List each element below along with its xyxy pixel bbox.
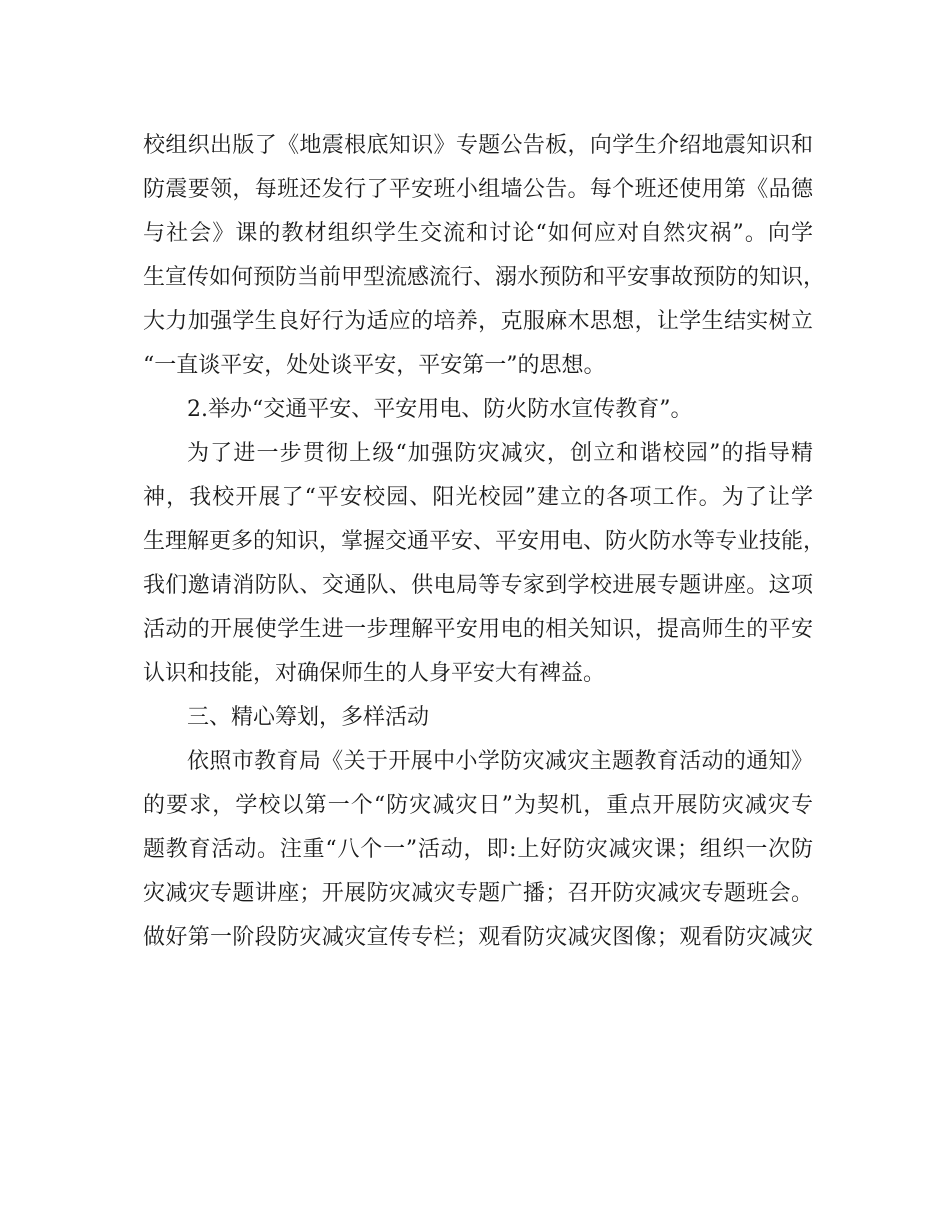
text-line: 灾减灾专题讲座；开展防灾减灾专题广播；召开防灾减灾专题班会。: [143, 881, 813, 906]
text-line: 做好第一阶段防灾减灾宣传专栏；观看防灾减灾图像；观看防灾减灾: [143, 925, 813, 950]
text-line: 认识和技能，对确保师生的人身平安大有裨益。: [143, 661, 606, 686]
document-body: [143, 124, 826, 960]
text-line: 生理解更多的知识，掌握交通平安、平安用电、防火防水等专业技能，: [143, 529, 826, 554]
text-line: 大力加强学生良好行为适应的培养，克服麻木思想，让学生结实树立: [143, 309, 813, 334]
text-line: “一直谈平安，处处谈平安，平安第一”的思想。: [143, 353, 606, 378]
text-line: 生宣传如何预防当前甲型流感流行、溺水预防和平安事故预防的知识，: [143, 265, 826, 290]
text-line: 校组织出版了《地震根底知识》专题公告板，向学生介绍地震知识和: [143, 133, 813, 158]
text-line: 依照市教育局《关于开展中小学防灾减灾主题教育活动的通知》: [187, 749, 813, 774]
text-line: 防震要领，每班还发行了平安班小组墙公告。每个班还使用第《品德: [143, 177, 813, 202]
text-line: 我们邀请消防队、交通队、供电局等专家到学校进展专题讲座。这项: [143, 573, 813, 598]
text-line: 为了进一步贯彻上级“加强防灾减灾，创立和谐校园”的指导精: [187, 441, 813, 466]
text-line: 的要求，学校以第一个“防灾减灾日”为契机，重点开展防灾减灾专: [143, 793, 813, 818]
text-line: 2.举办“交通平安、平安用电、防火防水宣传教育”。: [187, 397, 693, 422]
text-line: 三、精心筹划，多样活动: [187, 705, 430, 730]
text-line: 题教育活动。注重“八个一”活动，即:上好防灾减灾课；组织一次防: [143, 837, 813, 862]
text-line: 活动的开展使学生进一步理解平安用电的相关知识，提高师生的平安: [143, 617, 813, 642]
text-line: 神，我校开展了“平安校园、阳光校园”建立的各项工作。为了让学: [143, 485, 813, 510]
text-line: 与社会》课的教材组织学生交流和讨论“如何应对自然灾祸”。向学: [143, 221, 813, 246]
